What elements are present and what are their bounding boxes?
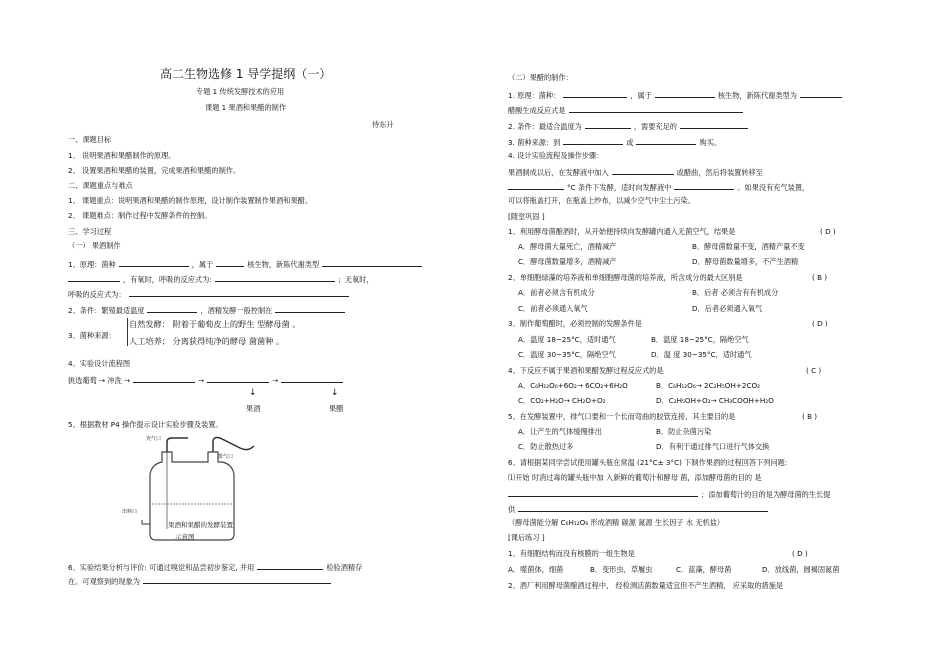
option-c: C．防止散热过多 xyxy=(518,442,574,451)
vinegar-text: 或醋曲，然后将装置转移至 xyxy=(676,168,763,177)
exhaust-label: 排气口 xyxy=(218,454,234,460)
question-source: 3、菌种来源： xyxy=(68,331,116,340)
bracket xyxy=(127,318,128,346)
question-evaluation xyxy=(68,562,362,571)
question-p1: 1、有细胞结构而没有核膜的一组生物是 xyxy=(508,549,635,558)
answer-blank[interactable] xyxy=(133,375,195,383)
section-keypoints: 二、课题重点与难点 xyxy=(68,181,133,190)
option-d: D．有利于通过排气口进行气体交换 xyxy=(656,442,770,451)
flow-chart xyxy=(68,375,346,384)
question-phenomenon xyxy=(68,576,334,585)
keypoint-2: 2、 课题难点：制作过程中发酵条件的控制。 xyxy=(68,211,212,220)
vinegar-reaction xyxy=(508,105,746,114)
answer-blank[interactable] xyxy=(129,289,349,297)
question-c6-part3 xyxy=(508,504,771,513)
arrow-icon: → xyxy=(272,376,279,385)
option-d: D．温 度 30~35°C，适时通气 xyxy=(651,350,752,359)
option-b: B．温度 18~25°C，隔绝空气 xyxy=(651,335,749,344)
answer-c4: ( C ) xyxy=(806,366,822,375)
question-c6-part2 xyxy=(508,489,830,498)
conditions-text: ，酒精发酵一般控制在 xyxy=(200,306,273,315)
option-b: B．C₆H₁₂O₆→ 2C₂H₅OH+2CO₂ xyxy=(656,381,761,390)
answer-blank[interactable] xyxy=(207,375,269,383)
arrow-icon: → xyxy=(198,376,205,385)
flow-start: 挑选葡萄 → 冲洗 → xyxy=(68,376,131,385)
section-vinegar: （二）果醋的制作： xyxy=(508,73,573,82)
vinegar-text: 果酒制成以后，在发酵液中加入 xyxy=(508,168,609,177)
after-class-heading: [课后练习 ] xyxy=(508,533,545,542)
vinegar-text: °C 条件下发酵，适时向发酵液中 xyxy=(567,183,672,192)
answer-blank[interactable] xyxy=(518,504,768,512)
answer-blank[interactable] xyxy=(216,259,244,267)
option-b: B．防止杂菌污染 xyxy=(656,427,712,436)
vinegar-source xyxy=(508,137,721,146)
c6-text: 供 xyxy=(508,505,516,514)
option-a: A．酵母菌大量死亡，酒精减产 xyxy=(518,242,617,251)
question-c4: 4、下反应不属于果酒和果醋发酵过程反应式的是 xyxy=(508,366,664,375)
answer-blank[interactable] xyxy=(655,90,715,98)
lesson-heading: 课题 1 果酒和果醋的制作 xyxy=(205,103,287,112)
answer-blank[interactable] xyxy=(585,121,631,129)
aerobic-text: ；无氧时， xyxy=(337,275,374,284)
source-answer-2: 人工培养； 分离获得纯净的酵母 菌菌种 。 xyxy=(129,336,285,346)
aerobic-text: ，有氧时，呼吸的反应式为: xyxy=(123,275,212,284)
option-a: A．温度 18~25°C，适时通气 xyxy=(518,335,616,344)
phenomenon-text: 在。可观察到的现象为 xyxy=(68,577,140,586)
option-a: A．C₆H₁₂O₆+6O₂→ 6CO₂+6H₂O xyxy=(518,381,628,390)
vinegar-text: ，属于 xyxy=(630,91,652,100)
vinegar-step-1 xyxy=(508,167,763,176)
option-d: D．放线菌，圆褐固氮菌 xyxy=(762,565,840,574)
answer-blank[interactable] xyxy=(215,274,335,282)
flow-output-vinegar: 果醋 xyxy=(329,404,344,413)
vinegar-text: 1. 原理：菌种： xyxy=(508,91,561,100)
question-c6: 6、请根据某同学尝试使用罐头瓶在常温 (21°C± 3°C) 下制作果酒的过程回答下列问题: xyxy=(508,458,788,467)
question-c5: 5、在发酵装置中，排气口要和一个长而弯曲的胶管连接，其主要目的是 xyxy=(508,412,736,421)
answer-blank[interactable] xyxy=(612,167,674,175)
vinegar-step-2 xyxy=(508,182,809,191)
answer-blank[interactable] xyxy=(636,137,696,145)
option-a: A．噬菌体，细菌 xyxy=(508,565,564,574)
section-objectives: 一、课题目标 xyxy=(68,135,112,144)
answer-blank[interactable] xyxy=(680,121,748,129)
question-principle xyxy=(68,259,425,268)
question-c6-part1: ⑴开始 时消过毒的罐头瓶中加 入新鲜的葡萄汁和酵母 菌，添加酵母菌的目的 是 xyxy=(508,473,762,482)
vinegar-text: 3. 菌种来源：到 xyxy=(508,138,561,147)
question-aerobic xyxy=(68,274,374,283)
answer-c1: ( D ) xyxy=(820,227,836,236)
answer-blank[interactable] xyxy=(563,90,627,98)
question-conditions xyxy=(68,305,348,314)
author: 侍东升 xyxy=(372,120,394,129)
answer-blank[interactable] xyxy=(275,305,345,313)
flow-heading: 4、实验设计流程图 xyxy=(68,359,131,368)
answer-blank[interactable] xyxy=(674,182,734,190)
answer-blank[interactable] xyxy=(322,259,422,267)
vinegar-text: ，需要充足的 xyxy=(633,122,677,131)
answer-blank[interactable] xyxy=(508,489,698,497)
down-arrow-icon: ↓ xyxy=(331,388,339,398)
option-c: C．酵母菌数量增多，酒精减产 xyxy=(518,257,617,266)
inlet-label: 充气口 xyxy=(146,436,162,442)
anaerobic-text: 呼吸的反应式为： xyxy=(68,290,126,299)
evaluation-text: 6、实验结果分析与评价: 可通过嗅觉和品尝初步鉴定, 并用 xyxy=(68,563,255,572)
subsection-wine: （一） 果酒制作 xyxy=(68,241,121,250)
keypoint-1: 1、 课题重点：说明果酒和果醋的制作原理，设计制作装置制作果酒和果醋。 xyxy=(68,196,313,205)
vinegar-text: 醋酸生成反应式是 xyxy=(508,106,566,115)
vinegar-step-3: 可以将瓶盖打开，在瓶盖上纱布，以减少空气中尘土污染。 xyxy=(508,196,695,205)
principle-text: ，属于 xyxy=(191,260,214,269)
answer-c3: ( D ) xyxy=(812,319,828,328)
source-answer-1: 自然发酵： 附着于葡萄皮上的野生 型酵母菌 。 xyxy=(129,319,301,329)
answer-blank[interactable] xyxy=(147,305,197,313)
vinegar-principle xyxy=(508,90,845,99)
answer-blank[interactable] xyxy=(569,105,743,113)
vinegar-flow: 4. 设计实验流程及操作步骤： xyxy=(508,151,604,160)
question-p2: 2、酒厂利用酵母菌酿酒过程中， 经检测活菌数量适宜但不产生酒精， 应采取的措施是 xyxy=(508,581,784,590)
option-d: D．C₂H₅OH+O₂→ CH₃COOH+H₂O xyxy=(656,396,774,405)
objective-2: 2、 设置果酒和果醋的装置，完成果酒和果醋的制作。 xyxy=(68,166,241,175)
objective-1: 1、 说明果酒和果醋制作的原理。 xyxy=(68,151,176,160)
option-b: B．变形虫，草履虫 xyxy=(590,565,653,574)
topic-heading: 专题 1 传统发酵技术的应用 xyxy=(196,87,285,96)
figure-caption: 示意图 xyxy=(175,533,195,541)
vinegar-text: 或 xyxy=(626,138,634,147)
vinegar-text: 2. 条件：最适合温度为 xyxy=(508,122,582,131)
option-b: B．酵母菌数量不变，酒精产量不变 xyxy=(692,242,805,251)
option-c: C．CO₂+H₂O→ CH₂O+O₂ xyxy=(518,396,606,405)
figure-caption: 果酒和果醋的发酵装置 xyxy=(168,521,233,529)
question-c6-hint: （酵母菌能分解 C₆H₁₂O₆ 形成酒精 碳源 氮源 生长因子 水 无机盐） xyxy=(508,518,725,527)
section-process: 三、学习过程 xyxy=(68,227,112,236)
vinegar-text: 购买。 xyxy=(699,138,722,147)
answer-c5: ( B ) xyxy=(802,412,818,421)
outlet-label: 出料口 xyxy=(122,509,138,515)
c6-text: ；添加葡萄汁的目的是为酵母菌的生长提 xyxy=(701,490,831,499)
option-a: A．让产生的气体缓慢排出 xyxy=(518,427,602,436)
question-c1: 1、利用酵母菌酿酒时，从开始便持续向发酵罐内通入无菌空气，结果是 xyxy=(508,227,736,236)
vinegar-text: 核生物，新陈代谢类型为 xyxy=(717,91,797,100)
vinegar-text: 。如果没有充气装置， xyxy=(737,183,810,192)
principle-label: 1、原理：菌种 xyxy=(68,260,116,269)
option-d: D．酵母菌数量增多，不产生酒精 xyxy=(692,257,799,266)
answer-blank[interactable] xyxy=(68,274,120,282)
option-c: C．温度 30~35°C，隔绝空气 xyxy=(518,350,616,359)
option-a: A．前者必须含有机成分 xyxy=(518,288,595,297)
answer-c2: ( B ) xyxy=(812,273,828,282)
option-c: C．前者必须通入氧气 xyxy=(518,304,588,313)
evaluation-text: 检验酒精存 xyxy=(326,563,363,572)
question-anaerobic xyxy=(68,289,352,298)
principle-text: 核生物，新陈代谢类型 xyxy=(247,260,320,269)
flow-output-wine: 果酒 xyxy=(246,404,261,413)
answer-blank[interactable] xyxy=(143,576,331,584)
question-device: 5、根据教材 P4 操作提示设计实验步骤及装置。 xyxy=(68,420,223,429)
conditions-text: 2、条件：繁殖最适温度 xyxy=(68,306,145,315)
consolidate-heading: [随堂巩固 ] xyxy=(508,212,545,221)
down-arrow-icon: ↓ xyxy=(249,388,257,398)
option-b: B．后者 必须含有有机成分 xyxy=(692,288,779,297)
answer-p1: ( D ) xyxy=(792,549,808,558)
vinegar-conditions xyxy=(508,121,751,130)
option-c: C．蓝藻，酵母菌 xyxy=(676,565,732,574)
question-c3: 3、制作葡萄醋时，必须控制的发酵条件是 xyxy=(508,319,642,328)
page-title: 高二生物选修 1 导学提纲（一） xyxy=(160,67,332,81)
answer-blank[interactable] xyxy=(508,182,564,190)
question-c2: 2、单细胞绿藻的培养液和单细胞酵母菌的培养液，所含成分的最大区别是 xyxy=(508,273,743,282)
answer-blank[interactable] xyxy=(800,90,842,98)
answer-blank[interactable] xyxy=(257,562,323,570)
answer-blank[interactable] xyxy=(119,259,189,267)
option-d: D．后者必须通入氧气 xyxy=(692,304,763,313)
answer-blank[interactable] xyxy=(563,137,623,145)
answer-blank[interactable] xyxy=(281,375,343,383)
